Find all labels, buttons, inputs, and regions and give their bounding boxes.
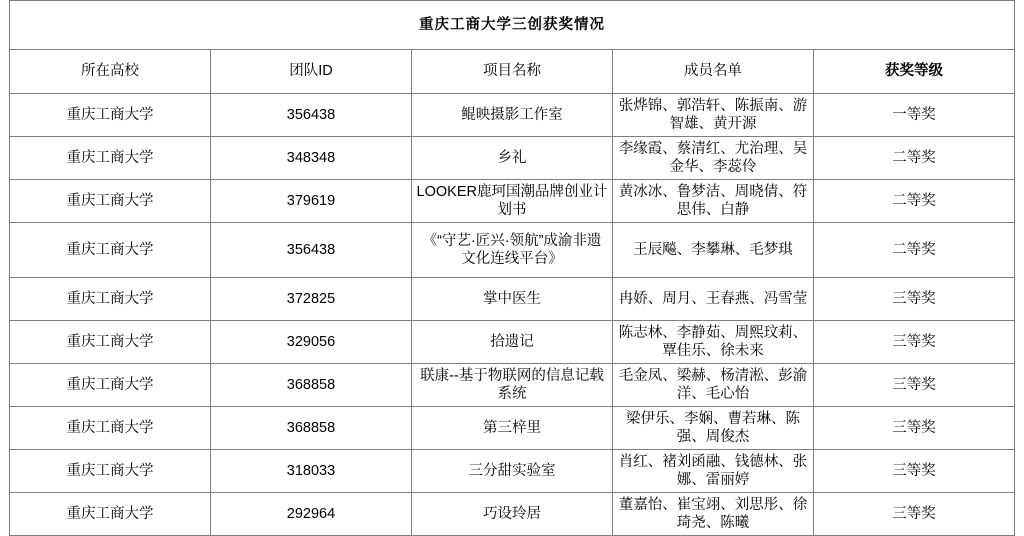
cell-level: 三等奖 — [814, 321, 1015, 364]
cell-project: 联康--基于物联网的信息记载系统 — [412, 364, 613, 407]
cell-members: 肖红、褚刘函融、钱德林、张娜、雷丽婷 — [613, 450, 814, 493]
cell-team-id: 329056 — [211, 321, 412, 364]
cell-project: 三分甜实验室 — [412, 450, 613, 493]
cell-team-id: 372825 — [211, 278, 412, 321]
cell-school: 重庆工商大学 — [10, 450, 211, 493]
cell-project: 《“守艺·匠兴·领航”成渝非遗文化连线平台》 — [412, 223, 613, 278]
cell-members: 毛金凤、梁赫、杨清淞、彭渝洋、毛心怡 — [613, 364, 814, 407]
cell-members: 李缘霞、蔡清红、尤治理、吴金华、李蕊伶 — [613, 137, 814, 180]
cell-team-id: 368858 — [211, 407, 412, 450]
cell-members: 张烨锦、郭浩轩、陈振南、游智雄、黄开源 — [613, 94, 814, 137]
cell-team-id: 318033 — [211, 450, 412, 493]
table-row — [10, 94, 1015, 137]
column-header-project: 项目名称 — [412, 50, 613, 94]
cell-level: 三等奖 — [814, 364, 1015, 407]
award-table — [9, 0, 1015, 536]
column-header-team-id: 团队ID — [211, 50, 412, 94]
cell-level: 三等奖 — [814, 407, 1015, 450]
left-margin — [0, 0, 9, 483]
cell-project: LOOKER鹿珂国潮品牌创业计划书 — [412, 180, 613, 223]
cell-school: 重庆工商大学 — [10, 407, 211, 450]
table-row — [10, 278, 1015, 321]
cell-project: 巧设玲居 — [412, 493, 613, 536]
table-title-row — [10, 1, 1015, 50]
column-header-members: 成员名单 — [613, 50, 814, 94]
cell-members: 冉娇、周月、王春燕、冯雪莹 — [613, 278, 814, 321]
cell-school: 重庆工商大学 — [10, 223, 211, 278]
cell-level: 三等奖 — [814, 278, 1015, 321]
cell-school: 重庆工商大学 — [10, 94, 211, 137]
cell-project: 鲲映摄影工作室 — [412, 94, 613, 137]
table-row — [10, 223, 1015, 278]
table-row — [10, 407, 1015, 450]
cell-members: 王辰飚、李攀琳、毛梦琪 — [613, 223, 814, 278]
table-row — [10, 180, 1015, 223]
table-row — [10, 450, 1015, 493]
cell-project: 拾遗记 — [412, 321, 613, 364]
cell-team-id: 356438 — [211, 94, 412, 137]
cell-level: 二等奖 — [814, 137, 1015, 180]
cell-level: 二等奖 — [814, 223, 1015, 278]
table-row — [10, 493, 1015, 536]
cell-school: 重庆工商大学 — [10, 321, 211, 364]
cell-team-id: 292964 — [211, 493, 412, 536]
cell-members: 梁伊乐、李娴、曹若琳、陈强、周俊杰 — [613, 407, 814, 450]
cell-members: 董嘉怡、崔宝翊、刘思彤、徐琦尧、陈曦 — [613, 493, 814, 536]
cell-team-id: 368858 — [211, 364, 412, 407]
table-row — [10, 364, 1015, 407]
cell-project: 掌中医生 — [412, 278, 613, 321]
cell-members: 陈志林、李静茹、周熙玟莉、覃佳乐、徐未来 — [613, 321, 814, 364]
cell-school: 重庆工商大学 — [10, 278, 211, 321]
cell-project: 第三梓里 — [412, 407, 613, 450]
cell-members: 黄冰冰、鲁梦洁、周晓倩、符思伟、白静 — [613, 180, 814, 223]
cell-team-id: 348348 — [211, 137, 412, 180]
table-row — [10, 321, 1015, 364]
column-header-school: 所在高校 — [10, 50, 211, 94]
table-row — [10, 137, 1015, 180]
cell-level: 二等奖 — [814, 180, 1015, 223]
cell-team-id: 379619 — [211, 180, 412, 223]
cell-school: 重庆工商大学 — [10, 180, 211, 223]
column-header-level: 获奖等级 — [814, 50, 1015, 94]
cell-team-id: 356438 — [211, 223, 412, 278]
cell-school: 重庆工商大学 — [10, 364, 211, 407]
table-header-row — [10, 50, 1015, 94]
page-title: 重庆工商大学三创获奖情况 — [10, 1, 1015, 50]
cell-level: 三等奖 — [814, 493, 1015, 536]
cell-level: 一等奖 — [814, 94, 1015, 137]
cell-level: 三等奖 — [814, 450, 1015, 493]
cell-school: 重庆工商大学 — [10, 137, 211, 180]
cell-project: 乡礼 — [412, 137, 613, 180]
cell-school: 重庆工商大学 — [10, 493, 211, 536]
